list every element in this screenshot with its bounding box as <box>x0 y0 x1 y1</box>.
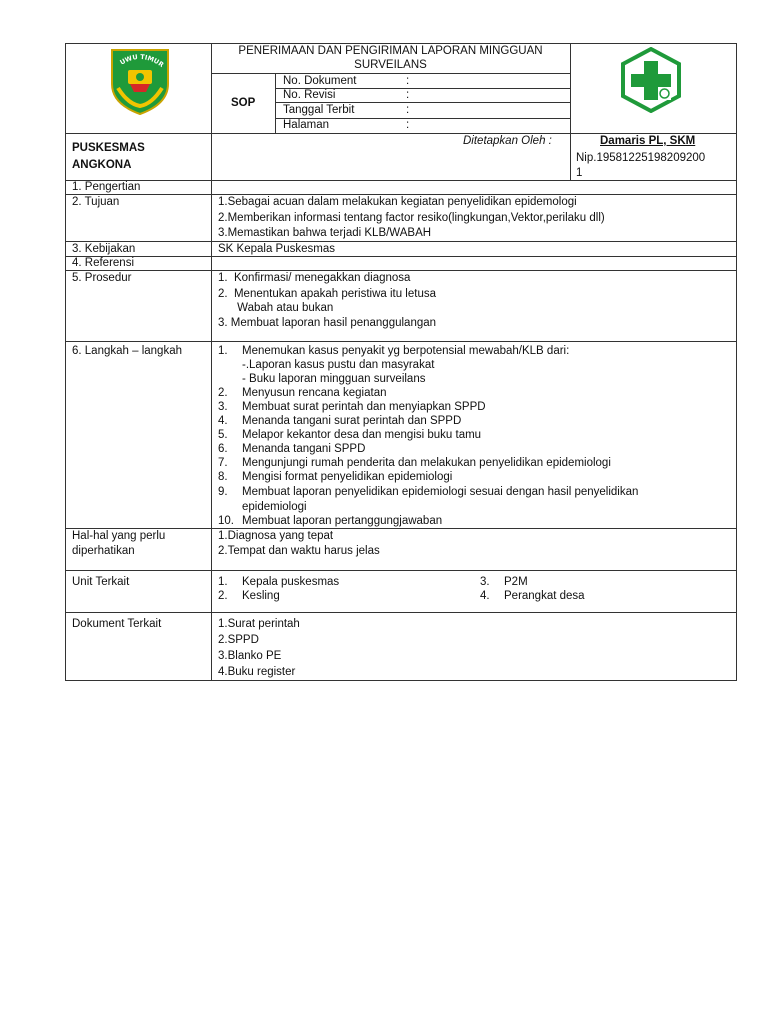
org-name-line-1: PUSKESMAS <box>72 142 145 154</box>
unit-num: 3. <box>480 576 490 588</box>
langkah-text: Melapor kekantor desa dan mengisi buku tamu <box>242 429 482 441</box>
row-line-prosedur <box>65 341 736 342</box>
luwu-timur-logo <box>108 44 172 116</box>
unit-text: Perangkat desa <box>504 590 585 602</box>
langkah-text: Mengisi format penyelidikan epidemiologi <box>242 471 453 483</box>
meta-colon: : <box>406 104 410 116</box>
section-label-langkah: 6. Langkah – langkah <box>72 345 182 357</box>
meta-label-halaman: Halaman <box>283 119 330 131</box>
section-label-pengertian: 1. Pengertian <box>72 181 141 193</box>
meta-colon: : <box>406 75 410 87</box>
prosedur-item: 2. Menentukan apakah peristiwa itu letusa <box>218 288 436 300</box>
tujuan-item: 2.Memberikan informasi tentang factor resiko(lingkungan,Vektor,perilaku dll) <box>218 212 605 224</box>
section-label-hal-line-2: diperhatikan <box>72 545 135 557</box>
org-name-line-2: ANGKONA <box>72 159 132 171</box>
column-divider <box>211 43 212 681</box>
unit-num: 2. <box>218 590 228 602</box>
hal-item: 2.Tempat dan waktu harus jelas <box>218 545 380 557</box>
row-line-langkah <box>65 528 736 529</box>
langkah-text: Membuat laporan pertanggungjawaban <box>242 515 443 527</box>
sop-label: SOP <box>231 97 256 109</box>
document-title-line-2: SURVEILANS <box>354 59 427 71</box>
signer-nip-line-1: Nip.19581225198209200 <box>576 152 706 164</box>
langkah-num: 1. <box>218 345 228 357</box>
signer-name: Damaris PL, SKM <box>600 135 696 147</box>
prosedur-item: 3. Membuat laporan hasil penanggulangan <box>218 317 437 329</box>
langkah-num: 8. <box>218 471 228 483</box>
langkah-num: 3. <box>218 401 228 413</box>
langkah-text: Mengunjungi rumah penderita dan melakukan penyelidikan epidemiologi <box>242 457 611 469</box>
meta-label-no-dokument: No. Dokument <box>283 75 357 87</box>
row-line-kebijakan <box>65 256 736 257</box>
title-underline <box>211 73 570 74</box>
section-label-referensi: 4. Referensi <box>72 257 135 269</box>
langkah-num: 10. <box>218 515 234 527</box>
langkah-num: 5. <box>218 429 228 441</box>
langkah-num: 7. <box>218 457 228 469</box>
section-label-dokumen: Dokument Terkait <box>72 618 162 630</box>
unit-text: Kesling <box>242 590 280 602</box>
langkah-text: Menanda tangani surat perintah dan SPPD <box>242 415 462 427</box>
langkah-text: Menyusun rencana kegiatan <box>242 387 387 399</box>
unit-text: P2M <box>504 576 528 588</box>
langkah-text: Menanda tangani SPPD <box>242 443 366 455</box>
langkah-num: 6. <box>218 443 228 455</box>
unit-num: 4. <box>480 590 490 602</box>
ditetapkan-label: Ditetapkan Oleh : <box>463 135 552 147</box>
tujuan-item: 1.Sebagai acuan dalam melakukan kegiatan penyelidikan epidemologi <box>218 196 577 208</box>
dokumen-item: 4.Buku register <box>218 666 296 678</box>
row-line-tujuan <box>65 241 736 242</box>
signer-nip-line-2: 1 <box>576 167 583 179</box>
left-logo-text: UWU TIMUR <box>118 52 166 69</box>
langkah-num: 4. <box>218 415 228 427</box>
row-line-unit <box>65 612 736 613</box>
hal-item: 1.Diagnosa yang tepat <box>218 530 334 542</box>
meta-label-tanggal-terbit: Tanggal Terbit <box>283 104 355 116</box>
section-label-prosedur: 5. Prosedur <box>72 272 132 284</box>
row-line-hal <box>65 570 736 571</box>
unit-text: Kepala puskesmas <box>242 576 340 588</box>
langkah-text: -.Laporan kasus pustu dan masyrakat <box>242 359 435 371</box>
section-label-unit: Unit Terkait <box>72 576 130 588</box>
prosedur-item: 1. Konfirmasi/ menegakkan diagnosa <box>218 272 411 284</box>
meta-colon: : <box>406 89 410 101</box>
tujuan-item: 3.Memastikan bahwa terjadi KLB/WABAH <box>218 227 432 239</box>
header-right-divider <box>570 43 571 180</box>
document-title-line-1: PENERIMAAN DAN PENGIRIMAN LAPORAN MINGGUAN <box>238 45 543 57</box>
section-label-kebijakan: 3. Kebijakan <box>72 243 136 255</box>
unit-num: 1. <box>218 576 228 588</box>
prosedur-item: Wabah atau bukan <box>218 302 334 314</box>
meta-label-no-revisi: No. Revisi <box>283 89 336 101</box>
langkah-num: 2. <box>218 387 228 399</box>
langkah-text: Membuat laporan penyelidikan epidemiologi sesuai dengan hasil penyelidikan <box>242 486 639 498</box>
langkah-num: 9. <box>218 486 228 498</box>
dokumen-item: 1.Surat perintah <box>218 618 300 630</box>
section-label-tujuan: 2. Tujuan <box>72 196 120 208</box>
langkah-text: epidemiologi <box>242 501 307 513</box>
langkah-text: Menemukan kasus penyakit yg berpotensial mewabah/KLB dari: <box>242 345 570 357</box>
header-bottom-line <box>65 180 736 181</box>
langkah-text: Membuat surat perintah dan menyiapkan SPPD <box>242 401 486 413</box>
langkah-text: - Buku laporan mingguan surveilans <box>242 373 426 385</box>
dokumen-item: 2.SPPD <box>218 634 259 646</box>
meta-colon: : <box>406 119 410 131</box>
sop-divider <box>275 73 276 133</box>
border-bottom <box>65 680 736 681</box>
dokumen-item: 3.Blanko PE <box>218 650 282 662</box>
border-right <box>736 43 737 681</box>
puskesmas-logo <box>618 47 684 113</box>
section-label-hal-line-1: Hal-hal yang perlu <box>72 530 166 542</box>
kebijakan-text: SK Kepala Puskesmas <box>218 243 335 255</box>
border-left <box>65 43 66 681</box>
